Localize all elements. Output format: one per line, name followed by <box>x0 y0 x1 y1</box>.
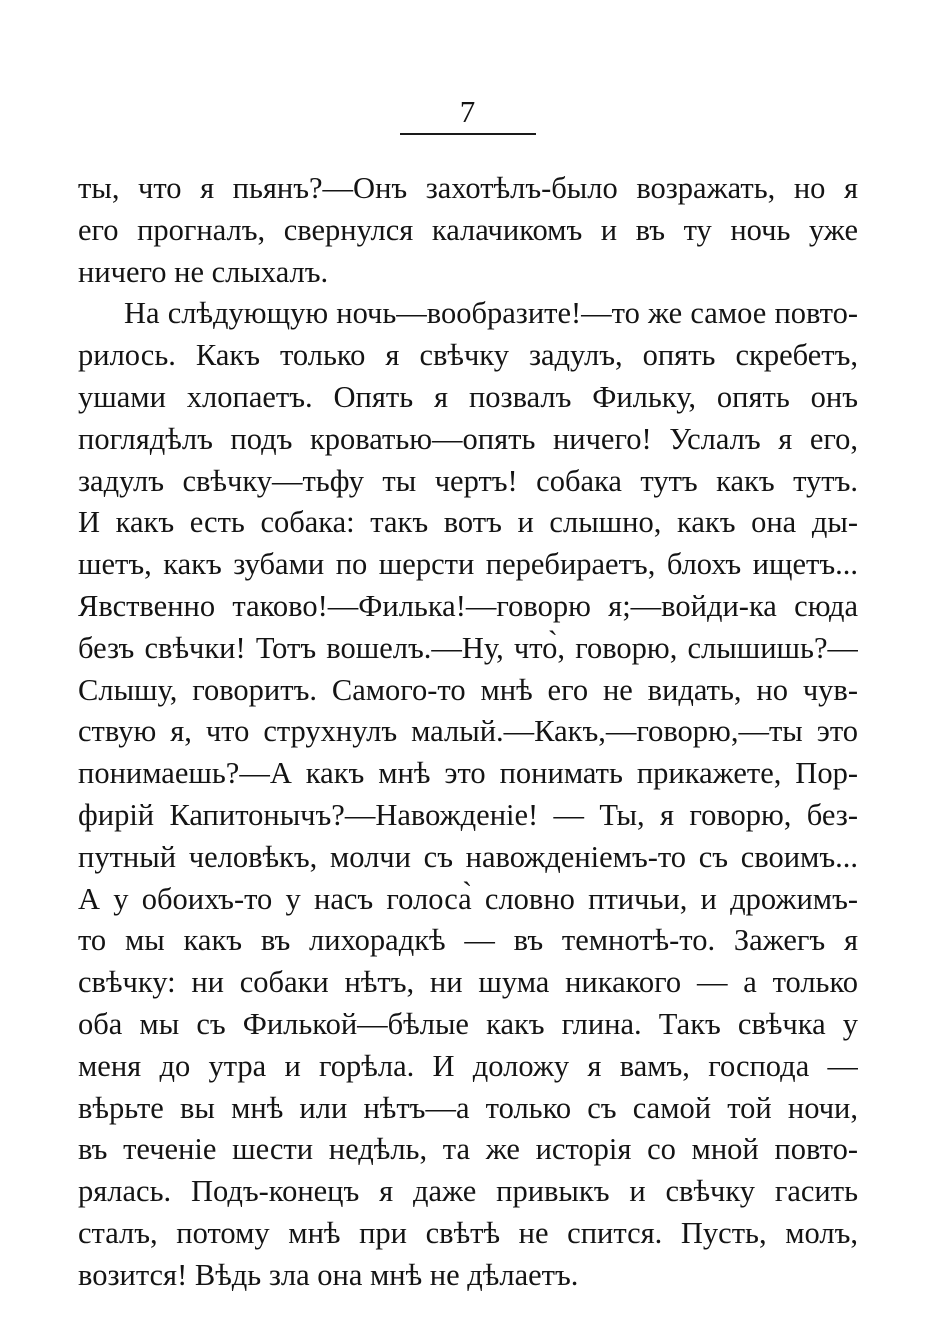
header-rule <box>400 133 536 135</box>
text-line: Явственно таково!—Филька!—говорю я;—войди-ка сюда <box>78 588 858 623</box>
text-line: А у обоихъ-то у насъ голоса̀ словно птичьи, и дрожимъ- <box>78 881 858 916</box>
text-line: ствую я, что струхнулъ малый.—Какъ,—говорю,—ты это <box>78 714 858 749</box>
text-line: На слѣдующую ночь—вообразите!—то же самое повто- <box>124 296 858 331</box>
text-line: фирій Капитонычъ?—Навожденіе! — Ты, я говорю, без- <box>78 797 858 832</box>
text-line: Слышу, говоритъ. Самого-то мнѣ его не видать, но чув- <box>78 672 858 707</box>
text-line: шетъ, какъ зубами по шерсти перебираетъ, блохъ ищетъ... <box>78 547 858 582</box>
text-line: ты, что я пьянъ?—Онъ захотѣлъ-было возражать, но я <box>78 171 858 205</box>
page-number: 7 <box>459 94 477 129</box>
text-line: рялась. Подъ-конецъ я даже привыкъ и свѣчку гасить <box>78 1174 858 1209</box>
text-line: задулъ свѣчку—тьфу ты чертъ! собака тутъ какъ тутъ. <box>78 463 858 498</box>
text-line: его прогналъ, свернулся калачикомъ и въ ту ночь уже <box>78 212 858 247</box>
text-line: И какъ есть собака: такъ вотъ и слышно, какъ она ды- <box>78 505 858 540</box>
text-line: безъ свѣчки! Тотъ вошелъ.—Ну, что̀, говорю, слышишь?— <box>78 630 858 665</box>
text-line: меня до утра и горѣла. И доложу я вамъ, господа — <box>78 1048 858 1083</box>
text-line: сталъ, потому мнѣ при свѣтѣ не спится. Пусть, молъ, <box>78 1215 858 1250</box>
body-text <box>78 168 858 1297</box>
text-line: ничего не слыхалъ. <box>78 254 329 289</box>
text-line: путный человѣкъ, молчи съ навожденіемъ-то съ своимъ... <box>78 839 858 874</box>
text-line: оба мы съ Филькой—бѣлые какъ глина. Такъ свѣчка у <box>78 1006 858 1041</box>
text-line: въ теченіе шести недѣль, та же исторія со мной повто- <box>78 1132 858 1167</box>
text-line: поглядѣлъ подъ кроватью—опять ничего! Услалъ я его, <box>78 421 858 456</box>
text-line: свѣчку: ни собаки нѣтъ, ни шума никакого — а только <box>78 965 858 1000</box>
text-line: понимаешь?—А какъ мнѣ это понимать прикажете, Пор- <box>78 756 858 791</box>
text-line: возится! Вѣдь зла она мнѣ не дѣлаетъ. <box>78 1257 579 1292</box>
paragraph-2 <box>78 293 858 1296</box>
text-line: рилось. Какъ только я свѣчку задулъ, опять скребетъ, <box>78 338 858 373</box>
text-line: ушами хлопаетъ. Опять я позвалъ Фильку, опять онъ <box>78 379 858 414</box>
text-line: вѣрьте вы мнѣ или нѣтъ—а только съ самой той ночи, <box>78 1090 858 1125</box>
text-line: то мы какъ въ лихорадкѣ — въ темнотѣ-то. Зажегъ я <box>78 923 858 958</box>
paragraph-1 <box>78 168 858 293</box>
